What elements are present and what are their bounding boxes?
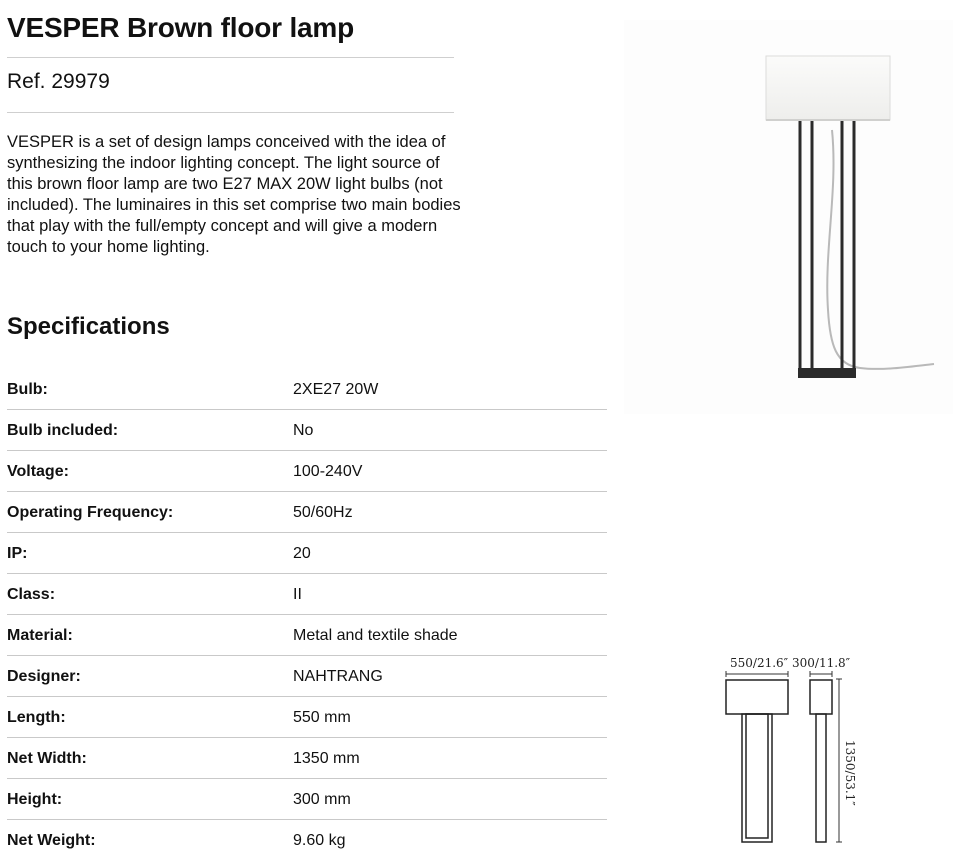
spec-row — [7, 410, 607, 451]
spec-row — [7, 779, 607, 820]
spec-row — [7, 656, 607, 697]
spec-row — [7, 574, 607, 615]
spec-value: II — [293, 586, 302, 603]
spec-value: 20 — [293, 545, 311, 562]
product-reference: Ref. 29979 — [7, 70, 110, 93]
title-divider — [7, 57, 454, 58]
spec-value: 50/60Hz — [293, 504, 353, 521]
spec-value: 100-240V — [293, 463, 363, 480]
front-view — [726, 680, 788, 842]
spec-row — [7, 369, 607, 410]
spec-label: Bulb: — [7, 381, 48, 398]
spec-label: IP: — [7, 545, 28, 562]
product-title: VESPER Brown floor lamp — [7, 12, 354, 43]
spec-value: 9.60 kg — [293, 832, 346, 849]
spec-row — [7, 697, 607, 738]
height-dimension-label: 1350/53.1″ — [843, 740, 857, 806]
spec-row — [7, 451, 607, 492]
spec-value: 300 mm — [293, 791, 351, 808]
spec-label: Operating Frequency: — [7, 504, 174, 521]
spec-value: 1350 mm — [293, 750, 360, 767]
spec-label: Bulb included: — [7, 422, 119, 439]
spec-label: Voltage: — [7, 463, 69, 480]
dimension-diagram — [718, 650, 868, 852]
spec-value: Metal and textile shade — [293, 627, 458, 644]
floor-lamp-illustration — [624, 20, 953, 414]
spec-label: Length: — [7, 709, 66, 726]
spec-row — [7, 738, 607, 779]
lamp-base — [798, 368, 856, 378]
side-view — [810, 680, 832, 842]
spec-value: NAHTRANG — [293, 668, 383, 685]
spec-label: Class: — [7, 586, 56, 603]
depth-dimension-label: 300/11.8″ — [792, 656, 851, 670]
product-photo — [624, 20, 953, 414]
spec-row — [7, 820, 607, 860]
lamp-shade — [766, 56, 890, 120]
spec-value: No — [293, 422, 314, 439]
spec-value: 550 mm — [293, 709, 351, 726]
specifications-heading: Specifications — [7, 313, 170, 340]
reference-divider — [7, 112, 454, 113]
spec-row — [7, 615, 607, 656]
product-description: VESPER is a set of design lamps conceived with the idea of synthesizing the indoor lighting concept. The light source of this brown floor lamp are two E27 MAX 20W light bulbs (not included). The luminaires in this set comprise two main bodies that play with the full/empty concept and will give a modern touch to your home lighting. — [7, 133, 461, 256]
spec-value: 2XE27 20W — [293, 381, 379, 398]
spec-label: Net Width: — [7, 750, 87, 767]
spec-label: Designer: — [7, 668, 81, 685]
specifications-table — [7, 369, 607, 860]
spec-label: Height: — [7, 791, 63, 808]
lamp-frame — [800, 118, 854, 372]
spec-label: Net Weight: — [7, 832, 96, 849]
spec-row — [7, 533, 607, 574]
spec-label: Material: — [7, 627, 73, 644]
width-dimension-label: 550/21.6″ — [730, 656, 789, 670]
spec-row — [7, 492, 607, 533]
